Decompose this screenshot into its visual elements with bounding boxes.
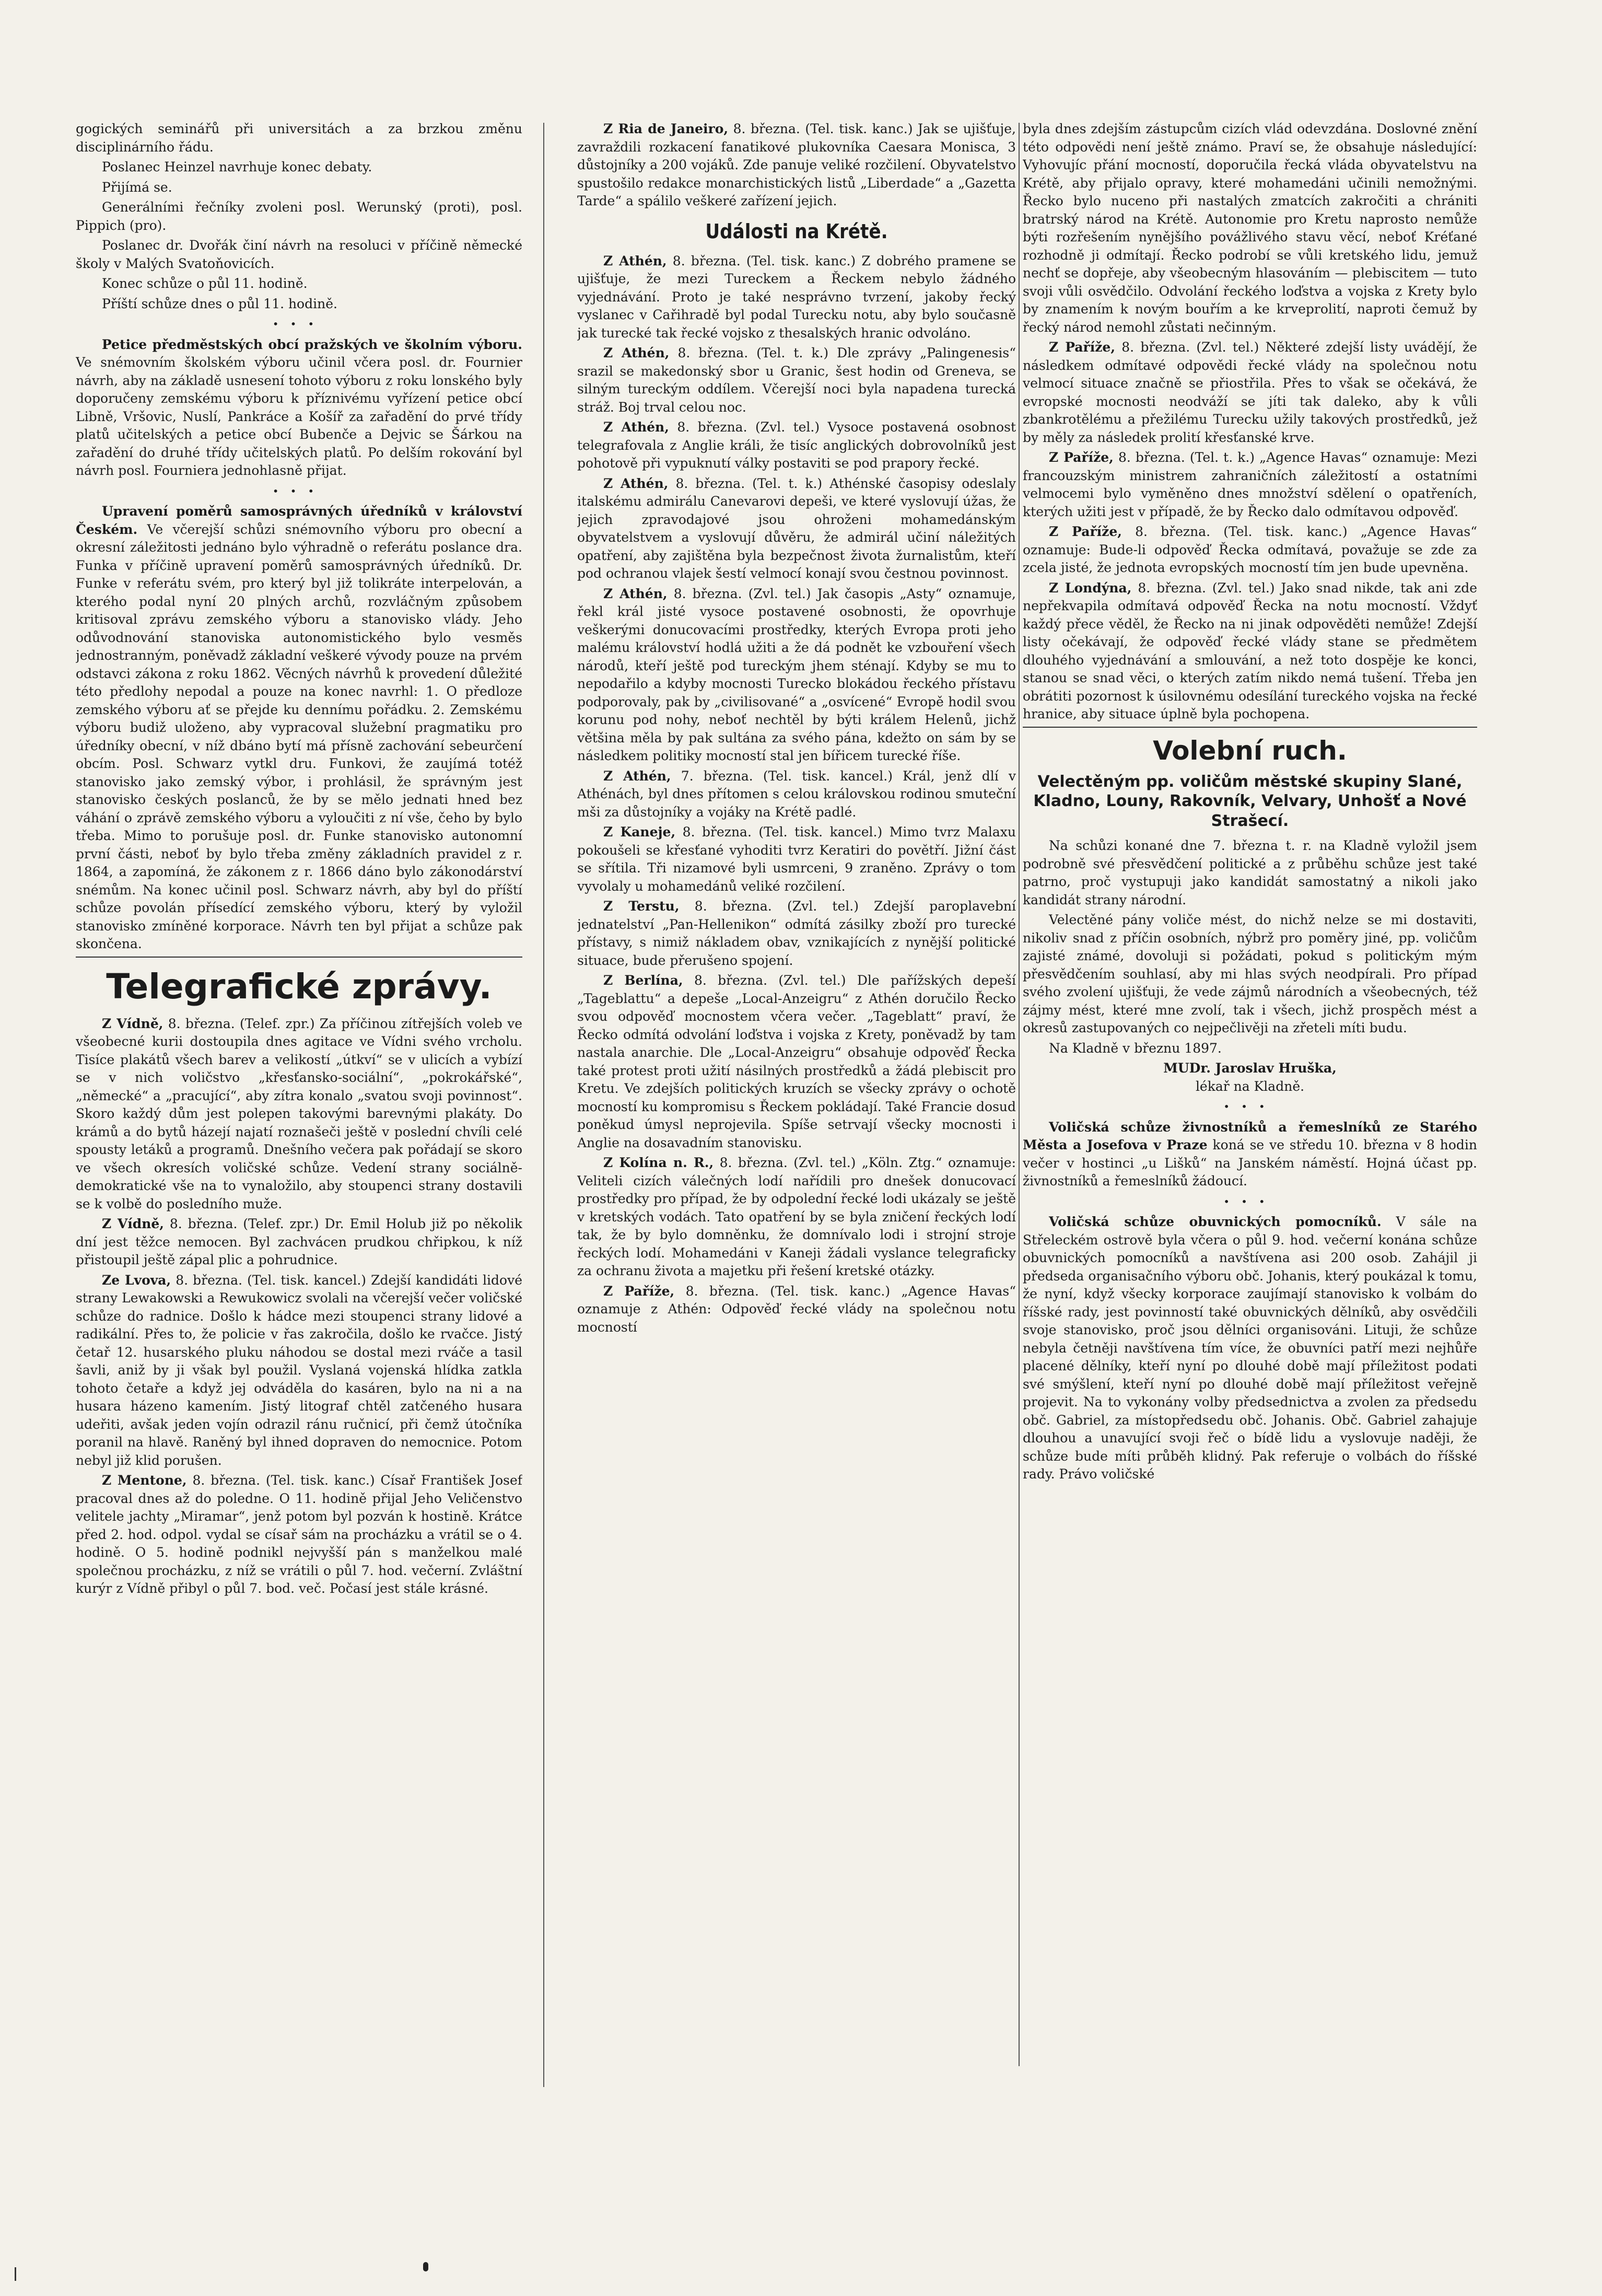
section-divider-stars: ••• xyxy=(272,484,326,497)
telegram-body: 8. března. (Zvl. tel.) Zdejší paroplavební jednatelství „Pan-Hellenikon“ odmítá zásilky zboží pro turecké přístavy, s nimiž nákladem obav, vznikajících z nynější politické situace, bude přerušeno spojení. xyxy=(577,899,1016,968)
section-headline: Telegrafické zprávy. xyxy=(106,966,492,1007)
dateline: Z Vídně, xyxy=(102,1016,163,1031)
dateline: Z Kolína n. R., xyxy=(603,1155,714,1171)
notice xyxy=(1023,1213,1477,1484)
telegram xyxy=(577,475,1016,583)
telegram xyxy=(577,120,1016,211)
dateline: Z Berlína, xyxy=(603,973,683,988)
signature-name: MUDr. Jaroslav Hruška, xyxy=(1163,1060,1337,1076)
telegram xyxy=(1023,523,1477,577)
dateline: Z Ria de Janeiro, xyxy=(603,121,729,136)
dateline: Ze Lvova, xyxy=(102,1272,171,1288)
paragraph: gogických seminářů při universitách a za brzkou změnu disciplinárního řádu. xyxy=(76,121,522,155)
dateline: Z Paříže, xyxy=(603,1283,675,1299)
column-1 xyxy=(76,120,522,2207)
telegram xyxy=(577,1283,1016,1337)
section-subheading: Velectěným pp. voličům městské skupiny Slané, Kladno, Louny, Rakovník, Velvary, Unhošť a Nové Strašecí. xyxy=(1033,772,1467,830)
notice xyxy=(1023,1118,1477,1191)
dateline: Z Kaneje, xyxy=(603,824,676,840)
telegram-body: 8. března. (Tel. tisk. kanc.) Císař František Josef pracoval dnes až do poledne. O 11. hodině přijal Jeho Veličenstvo velitele jachty „Miramar“, jenž potom byl pozván k hostině. Krátce před 2. hod. odpol. vydal se císař sám na procházku a vrátil se o 4. hodině. O 5. hodině podnikl nejvyšší pán s manželkou malé společnou procházku, z níž se vrátili o půl 7. hod. večerní. Zvláštní kurýr z Vídně přibyl o půl 7. bod. več. Počasí jest stále krásné. xyxy=(76,1473,522,1596)
dateline: Z Londýna, xyxy=(1049,580,1132,596)
article xyxy=(76,336,522,480)
article-heading: Upravení poměrů samosprávných úředníků v království Českém. xyxy=(76,504,522,537)
dateline: Z Paříže, xyxy=(1049,340,1116,355)
telegram-body: 8. března. (Tel. t. k.) Dle zprávy „Palingenesis“ srazil se makedonský sbor u Granic, šest hodin od Greneva, se silným tureckým oddílem. Včerejší noci byla napadena turecká stráž. Boj trval celou noc. xyxy=(577,345,1016,415)
telegram xyxy=(76,1215,522,1269)
telegram-body: 8. března. (Tel. tisk. kancel.) Zdejší kandidáti lidové strany Lewakowski a Rewukowicz svolali na včerejší večer voličské schůze do radnice. Došlo k hádce mezi stoupenci strany lidové a radikální. Přes to, že policie v řas zakročila, došlo ke rvačce. Jistý četař 12. husarského pluku náhodou se dostal mezi rváče a tasil šavli, aniž by ji však byl použil. Vyslaná vojenská hlídka zatkla tohoto četaře a když jej odváděla do kasáren, bylo na ni a na husara házeno kamením. Jistý litograf chtěl zatčeného husara udeřiti, avšak jeden vojín odrazil ránu ručnicí, při čemž útočníka poranil na hlavě. Raněný byl ihned dopraven do nemocnice. Potom nebyl již klid porušen. xyxy=(76,1272,522,1468)
telegram-body: 8. března. (Zvl. tel.) Dle pařížských depeší „Tageblattu“ a depeše „Local-Anzeigru“ z Athén doručilo Řecko svou odpověď mocnostem včera večer. „Tageblatt“ praví, že Řecko odmítá odvolání loďstva i vojska z Krety, poněvadž by tam nastala anarchie. Dle „Local-Anzeigru“ obsahuje odpověď Řecka také protest proti užití násilných prostředků a žádá plebiscit pro Kretu. Ve zdejších politických kruzích se všecky zprávy o ochotě mocností ku kompromisu s Řeckem pokládají. Také Francie dosud poněkud úmysl neprojevila. Spíše setrvají všecky mocnosti i Anglie na dosavadním stanovisku. xyxy=(577,973,1016,1150)
section-divider-stars: ••• xyxy=(1223,1100,1277,1113)
column-2 xyxy=(577,120,1016,2207)
telegram xyxy=(76,1015,522,1214)
telegram xyxy=(577,585,1016,765)
telegram xyxy=(1023,339,1477,447)
column-rule-1 xyxy=(543,123,544,2087)
paragraph: byla dnes zdejším zástupcům cizích vlád odevzdána. Doslovné znění této odpovědi není ještě známo. Praví se, že obsahuje následující: Vyhovujíc přání mocností, doporučila řecká vláda obyvatelstvu na Krétě, aby přijalo opravy, které mohamedáni učinili nemožnými. Řecko bylo nuceno při nastalých zmatcích zakročiti a chrániti bratrský národ na Krétě. Autonomie pro Kretu naprosto nemůže býti rozřešením nynějšího povážlivého stavu věcí, neboť Kréťané rozhodně ji odmítají. Řecko podrobí se vůli kretského lidu, jemuž nechť se dopřeje, aby všeobecným hlasováním — plebiscitem — tuto svoji vůli osvědčilo. Odvolání řeckého loďstva a vojska z Krety bylo by znamením k novým bouřím a ke krveprolití, naproti čemuž by řecký národ nemohl zůstati nečinným. xyxy=(1023,121,1477,335)
section-divider-stars: ••• xyxy=(272,318,326,330)
telegram-body: 7. března. (Tel. tisk. kancel.) Král, jenž dlí v Athénách, byl dnes přítomen s celou královskou rodinou smuteční mši za důstojníky a vojáky na Krétě padlé. xyxy=(577,768,1016,820)
paragraph: Na schůzi konané dne 7. března t. r. na Kladně vyložil jsem podrobně své přesvědčení politické a z průběhu schůze jest také patrno, proč vystupuji jako kandidát samostatný a nikoli jako kandidát strany národní. xyxy=(1023,838,1477,907)
paragraph: Konec schůze o půl 11. hodině. xyxy=(102,276,308,291)
paragraph: Přijímá se. xyxy=(102,179,172,195)
paragraph: Poslanec dr. Dvořák činí návrh na resoluci v příčině německé školy v Malých Svatoňovicích. xyxy=(76,238,522,271)
notice-body: koná se ve středu 10. března v 8 hodin večer v hostinci „u Lišků“ na Janském náměstí. Hojná účast pp. živnostníků a řemeslníků žádoucí. xyxy=(1023,1137,1477,1189)
telegram-body: 8. března. (Tel. tisk. kanc.) Jak se ujišťuje, zavraždili rozkacení fanatikové plukovníka Caesara Monisca, 3 důstojníky a 200 vojáků. Zde panuje veliké rozčilení. Obyvatelstvo spustošilo redakce monarchistických listů „Liberdade“ a „Gazetta Tarde“ a spálilo veškeré zařízení jejich. xyxy=(577,121,1016,208)
paragraph: Poslanec Heinzel navrhuje konec debaty. xyxy=(102,159,372,174)
telegram-body: 8. března. (Tel. t. k.) Athénské časopisy odeslaly italskému admirálu Canevarovi depeši, ve které vyslovují úžas, že jejich zpravodajové jsou ohroženi mohamedánským obyvatelstvem a vyslovují důvěru, že admirál učiní náležitých opatření, aby zajištěna byla bezpečnost života žurnalistům, kteří pod ochranou vlajek šestí velmocí konají svou čestnou povinnost. xyxy=(577,475,1016,581)
telegram-body: 8. března. (Tel. t. k.) „Agence Havas“ oznamuje: Mezi francouzským ministrem zahraničních záležitostí a ostatními velmocemi bylo vyměněno dnes množství sdělení o opatřeních, kterých užiti jest v případě, že by Řecko dalo odmítavou odpověď. xyxy=(1023,450,1477,519)
article xyxy=(76,503,522,953)
signature-role: lékař na Kladně. xyxy=(1195,1078,1305,1094)
telegram xyxy=(577,1154,1016,1280)
telegram xyxy=(577,252,1016,343)
telegram xyxy=(577,767,1016,822)
telegram-body: 8. března. (Zvl. tel.) Vysoce postavená osobnost telegrafovala z Anglie králi, že tisíc anglických dobrovolníků jest pohotově při vypuknutí války postaviti se pod prapory řecké. xyxy=(577,419,1016,471)
dateline: Z Athén, xyxy=(603,586,668,601)
column-3 xyxy=(1023,120,1477,2207)
telegram-body: 8. března. (Zvl. tel.) Jak časopis „Asty“ oznamuje, řekl král jisté vysoce postavené osobnosti, že opovrhuje veškerými donucovacími prostředky, kterých Evropa proti jeho malému království hodlá užiti a že dá podnět ke vzbouření všech národů, kteří ještě pod tureckým jhem sténají. Kdyby se mu to nepodařilo a kdyby mocnosti Turecko blokádou řeckého přístavu podporovaly, pak by „civilisované“ a „osvícené“ Evropě hodil svou korunu pod nohy, neboť nechtěl by býti králem Helenů, jichž většina měla by pak sultána za svého pána, kdežto on sám by se následkem politiky mocností stal jen bířicem turecké říše. xyxy=(577,586,1016,764)
dateline: Z Athén, xyxy=(603,419,669,435)
telegram-body: 8. března. (Tel. tisk. kanc.) „Agence Havas“ oznamuje z Athén: Odpověď řecké vlády na společnou notu mocností xyxy=(577,1283,1016,1335)
telegram xyxy=(76,1472,522,1598)
telegram xyxy=(577,898,1016,970)
paragraph: Generálními řečníky zvoleni posl. Werunský (proti), posl. Pippich (pro). xyxy=(76,200,522,233)
telegram-body: 8. března. (Zvl. tel.) Jako snad nikde, tak ani zde nepřekvapila odmítavá odpověď Řecka na notu mocností. Vždyť každý přece věděl, že Řecko na ni jinak odpověděti nemůže! Zdejší listy očekávají, že odpověď řecké vlády stane se předmětem dlouhého vyjednávání a smlouvání, a než toto dospěje ke konci, stanou se snad věci, o kterých zatím nikdo nemá tušení. Třeba jen obrátiti pozornost k úsilovnému odesílání tureckého vojska na řecké hranice, aby situace úplně byla pochopena. xyxy=(1023,580,1477,721)
dateline: Z Vídně, xyxy=(102,1216,165,1232)
dateline: Z Terstu, xyxy=(603,899,680,914)
dateline: Z Paříže, xyxy=(1049,524,1122,539)
telegram xyxy=(1023,449,1477,521)
paragraph: Na Kladně v březnu 1897. xyxy=(1049,1040,1222,1056)
column-rule-2 xyxy=(1019,123,1020,2066)
telegram xyxy=(577,418,1016,473)
telegram-body: 8. března. (Zvl. tel.) „Köln. Ztg.“ oznamuje: Veliteli cizích válečných lodí nařídili pro dnešek donucovací prostředky pro případ, že by odpolední řecké lodi ukázaly se ještě v kretských vodách. Tato opatření by se byla zničení řeckých lodí tak, že by bylo domněnku, že domnívalo lodi i strojní stroje řeckých lodí. Mohamedáni v Kaneji žádali vyslance telegraficky za ochranu života a majetku při řešení kretské otázky. xyxy=(577,1155,1016,1279)
paragraph: Velectěné pány voliče mést, do nichž nelze se mi dostaviti, nikoliv snad z příčin osobních, nýbrž pro poměry jiné, pp. voličům zajisté známé, dovoluji si požádati, pokud s politickým mým přesvědčením souhlasí, aby mi hlas svých neodpírali. Pro případ svého zvolení ujišťuji, že vede zájmů národních a všeobecných, též zájmy mést, které mne zvolí, tak i všech, jichž prospěch mést a okresů zastupovaných co nejpečlivěji na zřeteli míti budu. xyxy=(1023,912,1477,1035)
article-heading: Petice předměstských obcí pražských ve školním výboru. xyxy=(102,336,522,352)
telegram-body: 8. března. (Tel. tisk. kanc.) „Agence Havas“ oznamuje: Bude-li odpověď Řecka odmítavá, považuje se zde za zcela jisté, že jednota evropských mocností tím jen bude upevněna. xyxy=(1023,524,1477,575)
section-heading: Volební ruch. xyxy=(1153,735,1347,766)
telegram xyxy=(577,823,1016,895)
horizontal-rule xyxy=(1023,727,1477,728)
telegram xyxy=(577,972,1016,1152)
telegram-body: 8. března. (Tel. tisk. kancel.) Mimo tvrz Malaxu pokoušeli se křesťané vyhoditi tvrz Keratiri do povětří. Jižní část se sřítila. Tři nizamové byli usmrceni, 9 zraněno. Zprávy o tom vyvolaly u mohamedánů veliké rozčilení. xyxy=(577,824,1016,894)
ink-mark xyxy=(15,2267,16,2281)
telegram-body: 8. března. (Tel. tisk. kanc.) Z dobrého pramene se ujišťuje, že mezi Tureckem a Řeckem nebylo žádného vyjednávání. Proto je také nesprávno tvrzení, jakoby řecký vyslanec v Cařihradě byl podal Turecku notu, aby bylo současně jak turecké tak řecké vojsko z thesalských hranic odvoláno. xyxy=(577,253,1016,341)
dateline: Z Paříže, xyxy=(1049,450,1114,465)
telegram-body: 8. března. (Telef. zpr.) Dr. Emil Holub již po několik dní jest těžce nemocen. Byl zachvácen prudkou chřipkou, k níž přistoupil ještě zápal plic a pohrudnice. xyxy=(76,1216,522,1268)
section-heading: Události na Krétě. xyxy=(705,219,888,243)
dateline: Z Mentone, xyxy=(102,1473,187,1488)
article-body: Ve snémovním školském výboru učinil včera posl. dr. Fournier návrh, aby na základě usnesení tohoto výboru z roku lonského byly doporučeny zemskému výboru k příznivému vyřízení petice obcí Libně, Vršovic, Nuslí, Pankráce a Košíř za zařadění do prvé třídy platů učitelských a petice obcí Bubenče a Dejvic se Šárkou na zařadění do druhé třídy učitelských platů. Po delším rokování byl návrh posl. Fourniera jednohlasně přijat. xyxy=(76,355,522,479)
section-divider-stars: ••• xyxy=(1223,1195,1277,1208)
notice-heading: Voličská schůze živnostníků a řemeslníků ze Starého Města a Josefova v Praze xyxy=(1023,1119,1477,1153)
telegram-body: 8. března. (Telef. zpr.) Za příčinou zítřejších voleb ve všeobecné kurii dostoupila dnes agitace ve Vídni svého vrcholu. Tisíce plakátů všech barev a velikostí „útkví“ se v ulicích a vybízí se v nich voličstvo „křesťansko-sociální“, „pokrokářské“, „německé“ a „pracující“, aby zítra konalo „svatou svoji povinnost“. Skoro každý dům jest polepen takovými barevnými plakáty. Do krámů a do bytů házejí najatí roznašeči ještě v poslední chvíli celé spousty letáků a programů. Dnešního večera pak pořádají se skoro ve všech okresích voličské schůze. Vedení strany sociálně-demokratické vše na to vynaložilo, aby stoupenci strany dostavili se k volbě do posledního muže. xyxy=(76,1016,522,1211)
telegram xyxy=(76,1272,522,1470)
notice-heading: Voličská schůze obuvnických pomocníků. xyxy=(1049,1214,1382,1230)
paragraph: Příští schůze dnes o půl 11. hodině. xyxy=(102,296,337,311)
telegram-body: 8. března. (Zvl. tel.) Některé zdejší listy uvádějí, že následkem odmítavé odpovědi řecké vlády na společnou notu velmocí situace značně se přiostřila. Přes to však se očekává, že evropské mocnosti neodváží se jíti tak daleko, aby k vůli zbankrotělému a přežilému Turecku užily takových prostředků, jež by měly za následek prolití křesťanské krve. xyxy=(1023,340,1477,445)
telegram xyxy=(577,344,1016,416)
horizontal-rule xyxy=(76,957,522,958)
article-body: Ve včerejší schůzi snémovního výboru pro obecní a okresní záležitosti jednáno bylo výhradně o referátu poslance dra. Funka v příčině upravení poměrů samosprávných úředníků. Dr. Funke v referátu svém, pro který byl již tolikráte interpelován, a kterého podal nyní 20 plných archů, rozvláčným způsobem kritisoval zprávu zemského výboru a stanovisko vlády. Jeho odůvodnování stanoviska autonomistického bylo vesměs jednostranným, poněvadž základní veškeré vývody pouze na prvém odstavci zákona z roku 1862. Věcných návrhů k provedení důležité této předlohy nepodal a pouze na konec navrhl: 1. O předloze zemského výboru ať se přejde ku dennímu pořádku. 2. Zemskému výboru budiž uloženo, aby vypracoval služební pragmatiku pro úředníky obecní, v níž dbáno bytí má přísně zachování sebeurčení obcím. Posl. Schwarz vytkl dru. Funkovi, že zaujímá totéž stanovisko jako zemský výbor, i prohlásil, že správným jest stanovisko českých poslanců, že by se mělo jednati hned bez váhání o zprávě zemského výboru a vyloučiti z ní vše, čeho by bylo třeba. Mimo to porušuje posl. dr. Funke stanovisko autonomní první části, neboť by bylo třeba změny základních pravidel z r. 1864, a zapomíná, že zákonem z r. 1866 dáno bylo zákonodárství snémům. Na konec učinil posl. Schwarz návrh, aby byl do příští schůze povolán přísedící zemského výboru, který by vyložil stanovisko zmíněné korporace. Návrh ten byl přijat a schůze pak skončena. xyxy=(76,521,522,952)
dateline: Z Athén, xyxy=(603,253,667,269)
dateline: Z Athén, xyxy=(603,345,670,361)
dateline: Z Athén, xyxy=(603,475,669,491)
telegram xyxy=(1023,579,1477,724)
ink-blot xyxy=(423,2262,428,2271)
dateline: Z Athén, xyxy=(603,768,671,784)
notice-body: V sále na Střeleckém ostrově byla včera o půl 9. hod. večerní konána schůze obuvnických pomocníků a navštívena asi 200 osob. Zahájil ji předseda organisačního výboru obč. Johanis, který poukázal k tomu, že nyní, když všecky korporace zaujímají stanovisko k volbám do říšské rady, jest povinností také obuvnických dělníků, aby osvědčili svoje stanovisko, proč jsou dělníci organisováni. Lituji, že schůze nebyla četněji navštívena tím více, že obuvníci patří mezi nejhůře placené dělníky, kteří nyní po dlouhé době mají příležitost podati své smýšlení, kteří nyní po dlouhé době mají příležitost veřejně projevit. Na to vykonány volby předsednictva a zvolen za předsedu obč. Gabriel, za místopředsedu obč. Johanis. Obč. Gabriel zahajuje dlouhou a unavující svoji řeč o bídě lidu a vyslovuje naději, že schůze bude míti průběh klidný. Pak referuje o volbách do říšské rady. Právo voličské xyxy=(1023,1214,1477,1482)
